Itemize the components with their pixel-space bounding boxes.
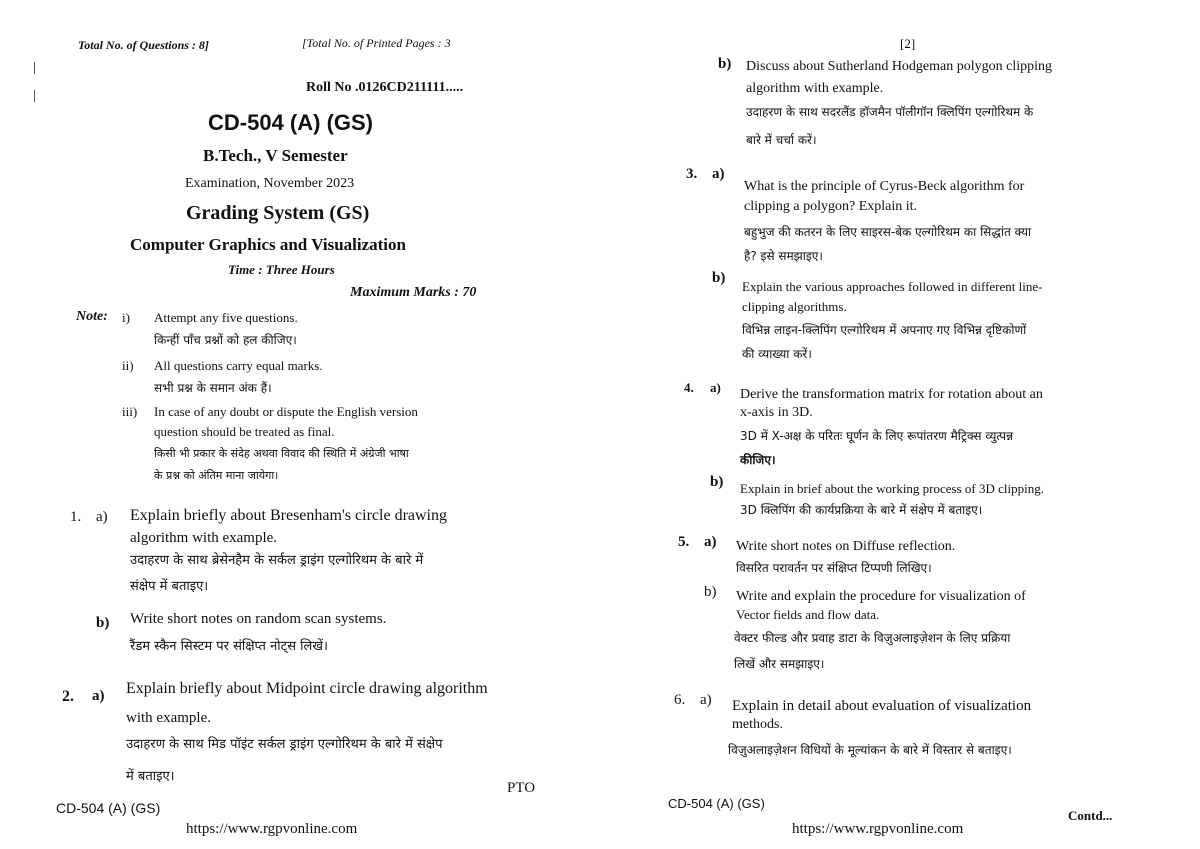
question-number: 2. [62,688,74,705]
page-number: [2] [900,36,916,51]
question-text-hindi: विज़ुअलाइज़ेशन विधियों के मूल्यांकन के बारे में विस्तार से बताइए। [728,743,1012,757]
note-text-hindi: किन्हीं पाँच प्रश्नों को हल कीजिए। [154,333,297,347]
note-label: Note: [76,309,108,324]
note-text-hindi: के प्रश्न को अंतिम माना जायेगा। [154,469,279,482]
footer-paper-code: CD-504 (A) (GS) [56,800,161,816]
question-text-hindi: 3D क्लिपिंग की कार्यप्रक्रिया के बारे में संक्षेप में बताइए। [740,503,983,517]
question-text: Explain briefly about Bresenham's circle drawing [130,507,447,524]
question-part-label: a) [712,166,725,182]
paper-code: CD-504 (A) (GS) [208,110,374,135]
question-text: with example. [126,710,211,726]
question-text: x-axis in 3D. [740,405,813,420]
note-number: i) [122,310,130,325]
exam-session: Examination, November 2023 [185,176,355,191]
question-text: clipping algorithms. [742,299,847,314]
scan-mark [34,90,35,102]
question-text: Discuss about Sutherland Hodgeman polygon clipping [746,59,1053,74]
question-text: Explain briefly about Midpoint circle drawing algorithm [126,680,488,697]
question-part-label: b) [710,474,724,490]
note-text-hindi: सभी प्रश्न के समान अंक हैं। [154,381,272,395]
question-text-hindi: 3D में X-अक्ष के परितः घूर्णन के लिए रूपांतरण मैट्रिक्स व्युत्पन्न [740,429,1013,443]
question-text: Explain in brief about the working process of 3D clipping. [740,481,1044,496]
question-text: What is the principle of Cyrus-Beck algorithm for [744,179,1025,194]
question-number: 3. [686,166,698,182]
roll-number: Roll No .0126CD211111..... [306,80,464,95]
question-text: algorithm with example. [746,81,884,96]
question-text-hindi: में बताइए। [126,769,175,784]
note-text-hindi: किसी भी प्रकार के संदेह अथवा विवाद की स्थिति में अंग्रेजी भाषा [154,447,409,460]
left-page [0,0,590,849]
course: B.Tech., V Semester [203,146,348,165]
question-text-hindi: बहुभुज की कतरन के लिए साइरस-बेक एल्गोरिथम का सिद्धांत क्या [744,225,1032,239]
note-text: In case of any doubt or dispute the English version [154,404,418,419]
footer-paper-code: CD-504 (A) (GS) [668,796,765,811]
question-text-hindi: बारे में चर्चा करें। [746,133,817,147]
question-text-hindi: उदाहरण के साथ सदरलैंड हॉजमैन पॉलीगॉन क्लिपिंग एल्गोरिथम के [746,105,1034,119]
question-text: Vector fields and flow data. [736,607,880,622]
question-part-label: a) [704,534,717,550]
question-text: Write and explain the procedure for visualization of [736,589,1026,604]
question-text: Write short notes on Diffuse reflection. [736,539,956,554]
scan-mark [34,62,35,74]
question-text: methods. [732,717,783,732]
question-part-label: a) [710,380,721,395]
question-part-label: b) [96,615,110,631]
right-page [610,0,1200,849]
question-text: Derive the transformation matrix for rotation about an [740,387,1043,402]
question-text-hindi: की व्याख्या करें। [742,347,812,361]
note-text: question should be treated as final. [154,424,335,439]
grading-system: Grading System (GS) [186,202,370,224]
question-text-hindi: उदाहरण के साथ ब्रेसेनहैम के सर्कल ड्राइंग एल्गोरिथम के बारे में [130,553,424,568]
question-text-hindi: रैंडम स्कैन सिस्टम पर संक्षिप्त नोट्स लिखें। [130,639,328,654]
question-text-hindi: विभिन्न लाइन-क्लिपिंग एल्गोरिथम में अपनाए गए विभिन्न दृष्टिकोणों [742,323,1027,337]
question-number: 5. [678,534,690,550]
question-part-label: b) [712,270,726,286]
question-text-hindi: है? इसे समझाइए। [744,249,823,263]
question-part-label: a) [92,688,105,704]
note-number: ii) [122,358,134,373]
question-number: 6. [674,692,686,708]
question-part-label: a) [700,692,712,708]
question-text-hindi: कीजिए। [740,453,776,467]
footer-url: https://www.rgpvonline.com [792,821,964,837]
question-part-label: a) [96,509,108,525]
question-text: algorithm with example. [130,530,278,546]
question-text: Explain in detail about evaluation of visualization [732,698,1032,714]
exam-time: Time : Three Hours [228,262,335,277]
question-text: Write short notes on random scan systems. [130,611,387,627]
total-pages: [Total No. of Printed Pages : 3 [302,36,451,50]
question-text-hindi: वेक्टर फील्ड और प्रवाह डाटा के विज़ुअलाइज़ेशन के लिए प्रक्रिया [734,631,1011,645]
footer-url: https://www.rgpvonline.com [186,821,358,837]
question-text-hindi: संक्षेप में बताइए। [130,579,209,594]
note-number: iii) [122,404,138,419]
total-questions: Total No. of Questions : 8] [78,38,209,52]
question-text: clipping a polygon? Explain it. [744,199,918,214]
note-text: Attempt any five questions. [154,310,298,325]
question-text-hindi: लिखें और समझाइए। [734,657,825,671]
question-text-hindi: उदाहरण के साथ मिड पॉइंट सर्कल ड्राइंग एल्गोरिथम के बारे में संक्षेप [126,737,443,752]
note-text: All questions carry equal marks. [154,358,323,373]
question-text-hindi: विसरित परावर्तन पर संक्षिप्त टिप्पणी लिखिए। [736,561,932,575]
pto-label: PTO [507,780,536,796]
continued-label: Contd... [1068,808,1113,823]
maximum-marks: Maximum Marks : 70 [350,285,477,300]
question-number: 4. [684,380,694,395]
question-part-label: b) [704,584,717,600]
subject-title: Computer Graphics and Visualization [130,235,406,254]
question-text: Explain the various approaches followed in different line- [742,279,1043,294]
question-part-label: b) [718,56,732,72]
question-number: 1. [70,509,82,525]
